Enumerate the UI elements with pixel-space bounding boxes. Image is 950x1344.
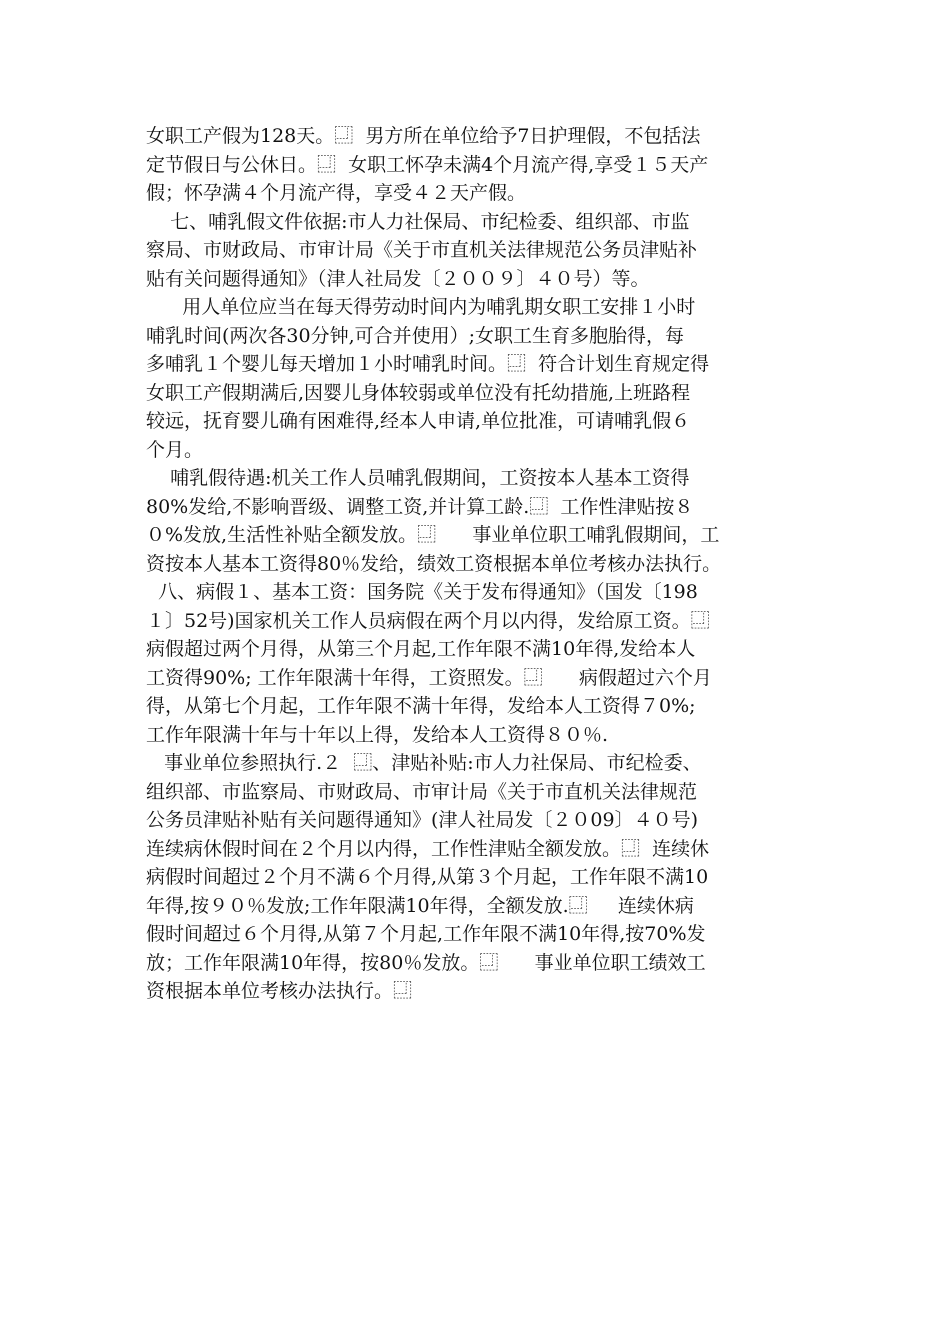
text-line: ０%发放,生活性补贴全额发放。⿽ 事业单位职工哺乳假期间，工 bbox=[146, 524, 720, 546]
text-line: 假时间超过６个月得,从第７个月起,工作年限不满10年得,按70%发 bbox=[146, 923, 706, 945]
text-line: 个月。 bbox=[146, 438, 204, 461]
text-line: 连续病休假时间在２个月以内得，工作性津贴全额发放。⿽ 连续休 bbox=[146, 837, 710, 860]
text-line: 资根据本单位考核办法执行。⿽ bbox=[146, 980, 413, 1002]
text-line: 工作年限满十年与十年以上得，发给本人工资得８０％. bbox=[146, 723, 609, 746]
text-line: 假；怀孕满４个月流产得，享受４２天产假。 bbox=[146, 182, 527, 204]
text-line: 察局、市财政局、市审计局《关于市直机关法律规范公务员津贴补 bbox=[146, 239, 698, 261]
text-line: 八、病假１、基本工资：国务院《关于发布得通知》（国发〔198 bbox=[146, 581, 698, 603]
text-line: 贴有关问题得通知》（津人社局发〔２００９〕４０号）等。 bbox=[146, 267, 650, 290]
text-line: 七、哺乳假文件依据:市人力社保局、市纪检委、组织部、市监 bbox=[146, 210, 690, 233]
text-line: 哺乳假待遇:机关工作人员哺乳假期间，工资按本人基本工资得 bbox=[146, 467, 690, 489]
text-line: 放；工作年限满10年得，按80％发放。⿽ 事业单位职工绩效工 bbox=[146, 951, 706, 974]
text-line: 80%发给,不影响晋级、调整工资,并计算工龄.⿽ 工作性津贴按８ bbox=[146, 495, 694, 518]
document-body bbox=[146, 122, 814, 1006]
text-line: 病假超过两个月得，从第三个月起,工作年限不满10年得,发给本人 bbox=[146, 638, 696, 660]
text-line: 较远，抚育婴儿确有困难得,经本人申请,单位批准，可请哺乳假６ bbox=[146, 410, 691, 432]
text-line: 年得,按９０％发放;工作年限满10年得，全额发放.⿽ 连续休病 bbox=[146, 894, 694, 917]
text-line: 哺乳时间(两次各30分钟,可合并使用）;女职工生育多胞胎得，每 bbox=[146, 324, 685, 347]
text-line: 公务员津贴补贴有关问题得通知》(津人社局发〔２０09〕４０号) bbox=[146, 809, 699, 831]
text-line: 女职工产假为128天。⿽ 男方所在单位给予7日护理假，不包括法 bbox=[146, 125, 701, 147]
text-line: 事业单位参照执行.２ ⿽、津贴补贴:市人力社保局、市纪检委、 bbox=[146, 752, 702, 774]
text-line: 女职工产假期满后,因婴儿身体较弱或单位没有托幼措施,上班路程 bbox=[146, 381, 691, 404]
text-line: 用人单位应当在每天得劳动时间内为哺乳期女职工安排１小时 bbox=[146, 296, 696, 318]
text-line: １〕52号)国家机关工作人员病假在两个月以内得，发给原工资。⿽ bbox=[146, 609, 710, 632]
text-line: 得，从第七个月起，工作年限不满十年得，发给本人工资得７0%; bbox=[146, 695, 696, 717]
text-line: 工资得90%; 工作年限满十年得，工资照发。⿽ 病假超过六个月 bbox=[146, 666, 712, 689]
text-line: 资按本人基本工资得80％发给，绩效工资根据本单位考核办法执行。 bbox=[146, 552, 722, 575]
text-line: 定节假日与公休日。⿽ 女职工怀孕未满4个月流产得,享受１５天产 bbox=[146, 153, 709, 176]
text-line: 病假时间超过２个月不满６个月得,从第３个月起，工作年限不满10 bbox=[146, 866, 709, 888]
text-line: 组织部、市监察局、市财政局、市审计局《关于市直机关法律规范 bbox=[146, 780, 698, 803]
text-line: 多哺乳１个婴儿每天增加１小时哺乳时间。⿽ 符合计划生育规定得 bbox=[146, 353, 710, 375]
